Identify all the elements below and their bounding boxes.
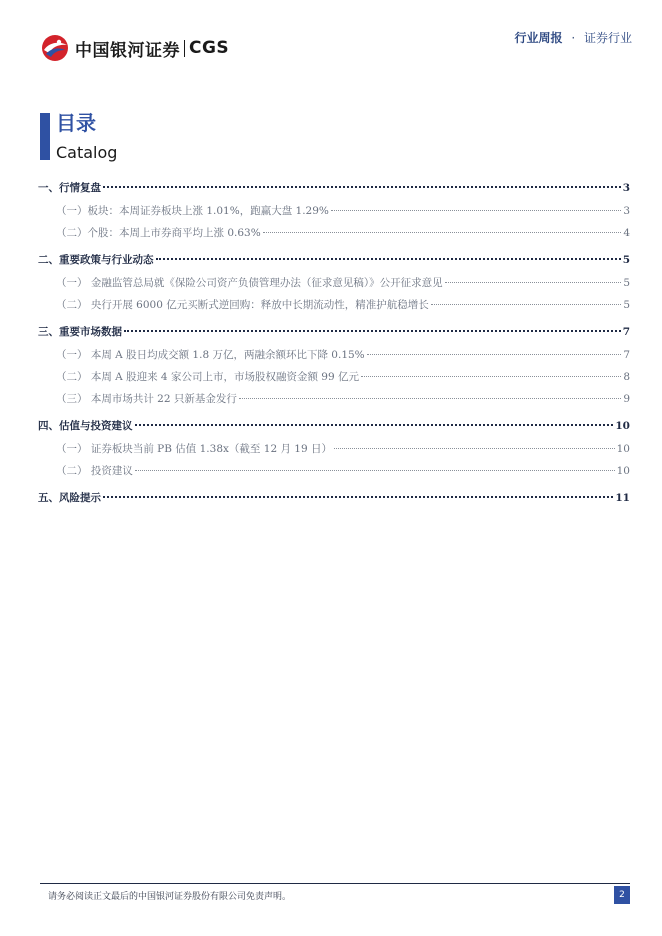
toc-entry-page: 9 (623, 393, 630, 405)
page-number: 2 (614, 886, 630, 904)
toc-entry-label: 五、风险提示 (38, 492, 101, 504)
toc-entry[interactable] (38, 366, 630, 388)
toc-leader (334, 448, 615, 449)
toc-entry-page: 7 (622, 326, 630, 338)
toc-entry[interactable] (38, 272, 630, 294)
toc-leader (239, 398, 621, 399)
galaxy-logo-icon (40, 33, 70, 63)
page-header (0, 0, 662, 70)
toc-entry-page: 8 (623, 371, 630, 383)
toc-leader (367, 354, 622, 355)
toc-entry-page: 5 (623, 277, 630, 289)
toc-entry-label: 一、行情复盘 (38, 182, 101, 194)
footer-divider (40, 883, 630, 884)
toc-entry[interactable] (38, 248, 630, 272)
logo-cn-text: 中国银河证券 (75, 40, 180, 61)
toc-leader (103, 496, 613, 498)
toc-leader (135, 424, 614, 426)
title-accent-bar (40, 113, 50, 160)
toc-entry[interactable] (38, 200, 630, 222)
toc-entry-page: 3 (622, 182, 630, 194)
toc-leader (445, 282, 622, 283)
toc-leader (135, 470, 615, 471)
toc-entry[interactable] (38, 460, 630, 482)
toc-entry-page: 10 (615, 420, 630, 432)
toc-entry-label: （一）板块：本周证券板块上涨 1.01%，跑赢大盘 1.29% (56, 205, 329, 217)
toc-entry-page: 5 (622, 254, 630, 266)
toc-entry[interactable] (38, 486, 630, 510)
toc-leader (431, 304, 622, 305)
toc-entry[interactable] (38, 320, 630, 344)
toc-entry[interactable] (38, 176, 630, 200)
toc-entry-label: （二）个股：本周上市券商平均上涨 0.63% (56, 227, 261, 239)
toc-entry[interactable] (38, 388, 630, 410)
toc-entry-page: 10 (616, 443, 630, 455)
company-logo (40, 33, 229, 63)
toc-entry-label: （三） 本周市场共计 22 只新基金发行 (56, 393, 237, 405)
toc-entry-page: 4 (623, 227, 630, 239)
report-type (514, 29, 632, 46)
toc-leader (156, 258, 621, 260)
toc-entry[interactable] (38, 344, 630, 366)
toc-entry[interactable] (38, 294, 630, 316)
toc-entry-page: 10 (616, 465, 630, 477)
toc-leader (124, 330, 621, 332)
toc-entry-label: 四、估值与投资建议 (38, 420, 133, 432)
toc-entry-page: 3 (623, 205, 630, 217)
toc-entry-label: （二） 本周 A 股迎来 4 家公司上市，市场股权融资金额 99 亿元 (56, 371, 359, 383)
toc-entry-label: （一） 本周 A 股日均成交额 1.8 万亿，两融余额环比下降 0.15% (56, 349, 365, 361)
logo-divider (184, 40, 185, 57)
toc-entry[interactable] (38, 222, 630, 244)
toc-leader (331, 210, 621, 211)
toc-entry-page: 11 (615, 492, 630, 504)
toc-entry-label: （一） 证券板块当前 PB 估值 1.38x（截至 12 月 19 日） (56, 443, 333, 455)
toc-entry-page: 7 (623, 349, 630, 361)
toc-leader (361, 376, 621, 377)
toc-leader (103, 186, 621, 188)
page-title: 目录 (56, 111, 96, 135)
page-subtitle: Catalog (56, 143, 118, 162)
toc-entry-label: （二） 投资建议 (56, 465, 133, 477)
report-category: 行业周报 (514, 31, 563, 45)
toc-entry-label: 二、重要政策与行业动态 (38, 254, 154, 266)
table-of-contents (38, 172, 630, 510)
header-separator: · (571, 31, 576, 45)
logo-en-text: CGS (189, 38, 230, 58)
toc-entry-label: 三、重要市场数据 (38, 326, 122, 338)
toc-entry[interactable] (38, 438, 630, 460)
toc-entry-label: （二） 央行开展 6000 亿元买断式逆回购：释放中长期流动性，精准护航稳增长 (56, 299, 429, 311)
toc-entry[interactable] (38, 414, 630, 438)
toc-leader (263, 232, 622, 233)
footer-disclaimer: 请务必阅读正文最后的中国银河证券股份有限公司免责声明。 (48, 892, 292, 902)
toc-entry-page: 5 (623, 299, 630, 311)
toc-entry-label: （一） 金融监管总局就《保险公司资产负债管理办法（征求意见稿）》公开征求意见 (56, 277, 443, 289)
report-industry: 证券行业 (583, 31, 632, 45)
